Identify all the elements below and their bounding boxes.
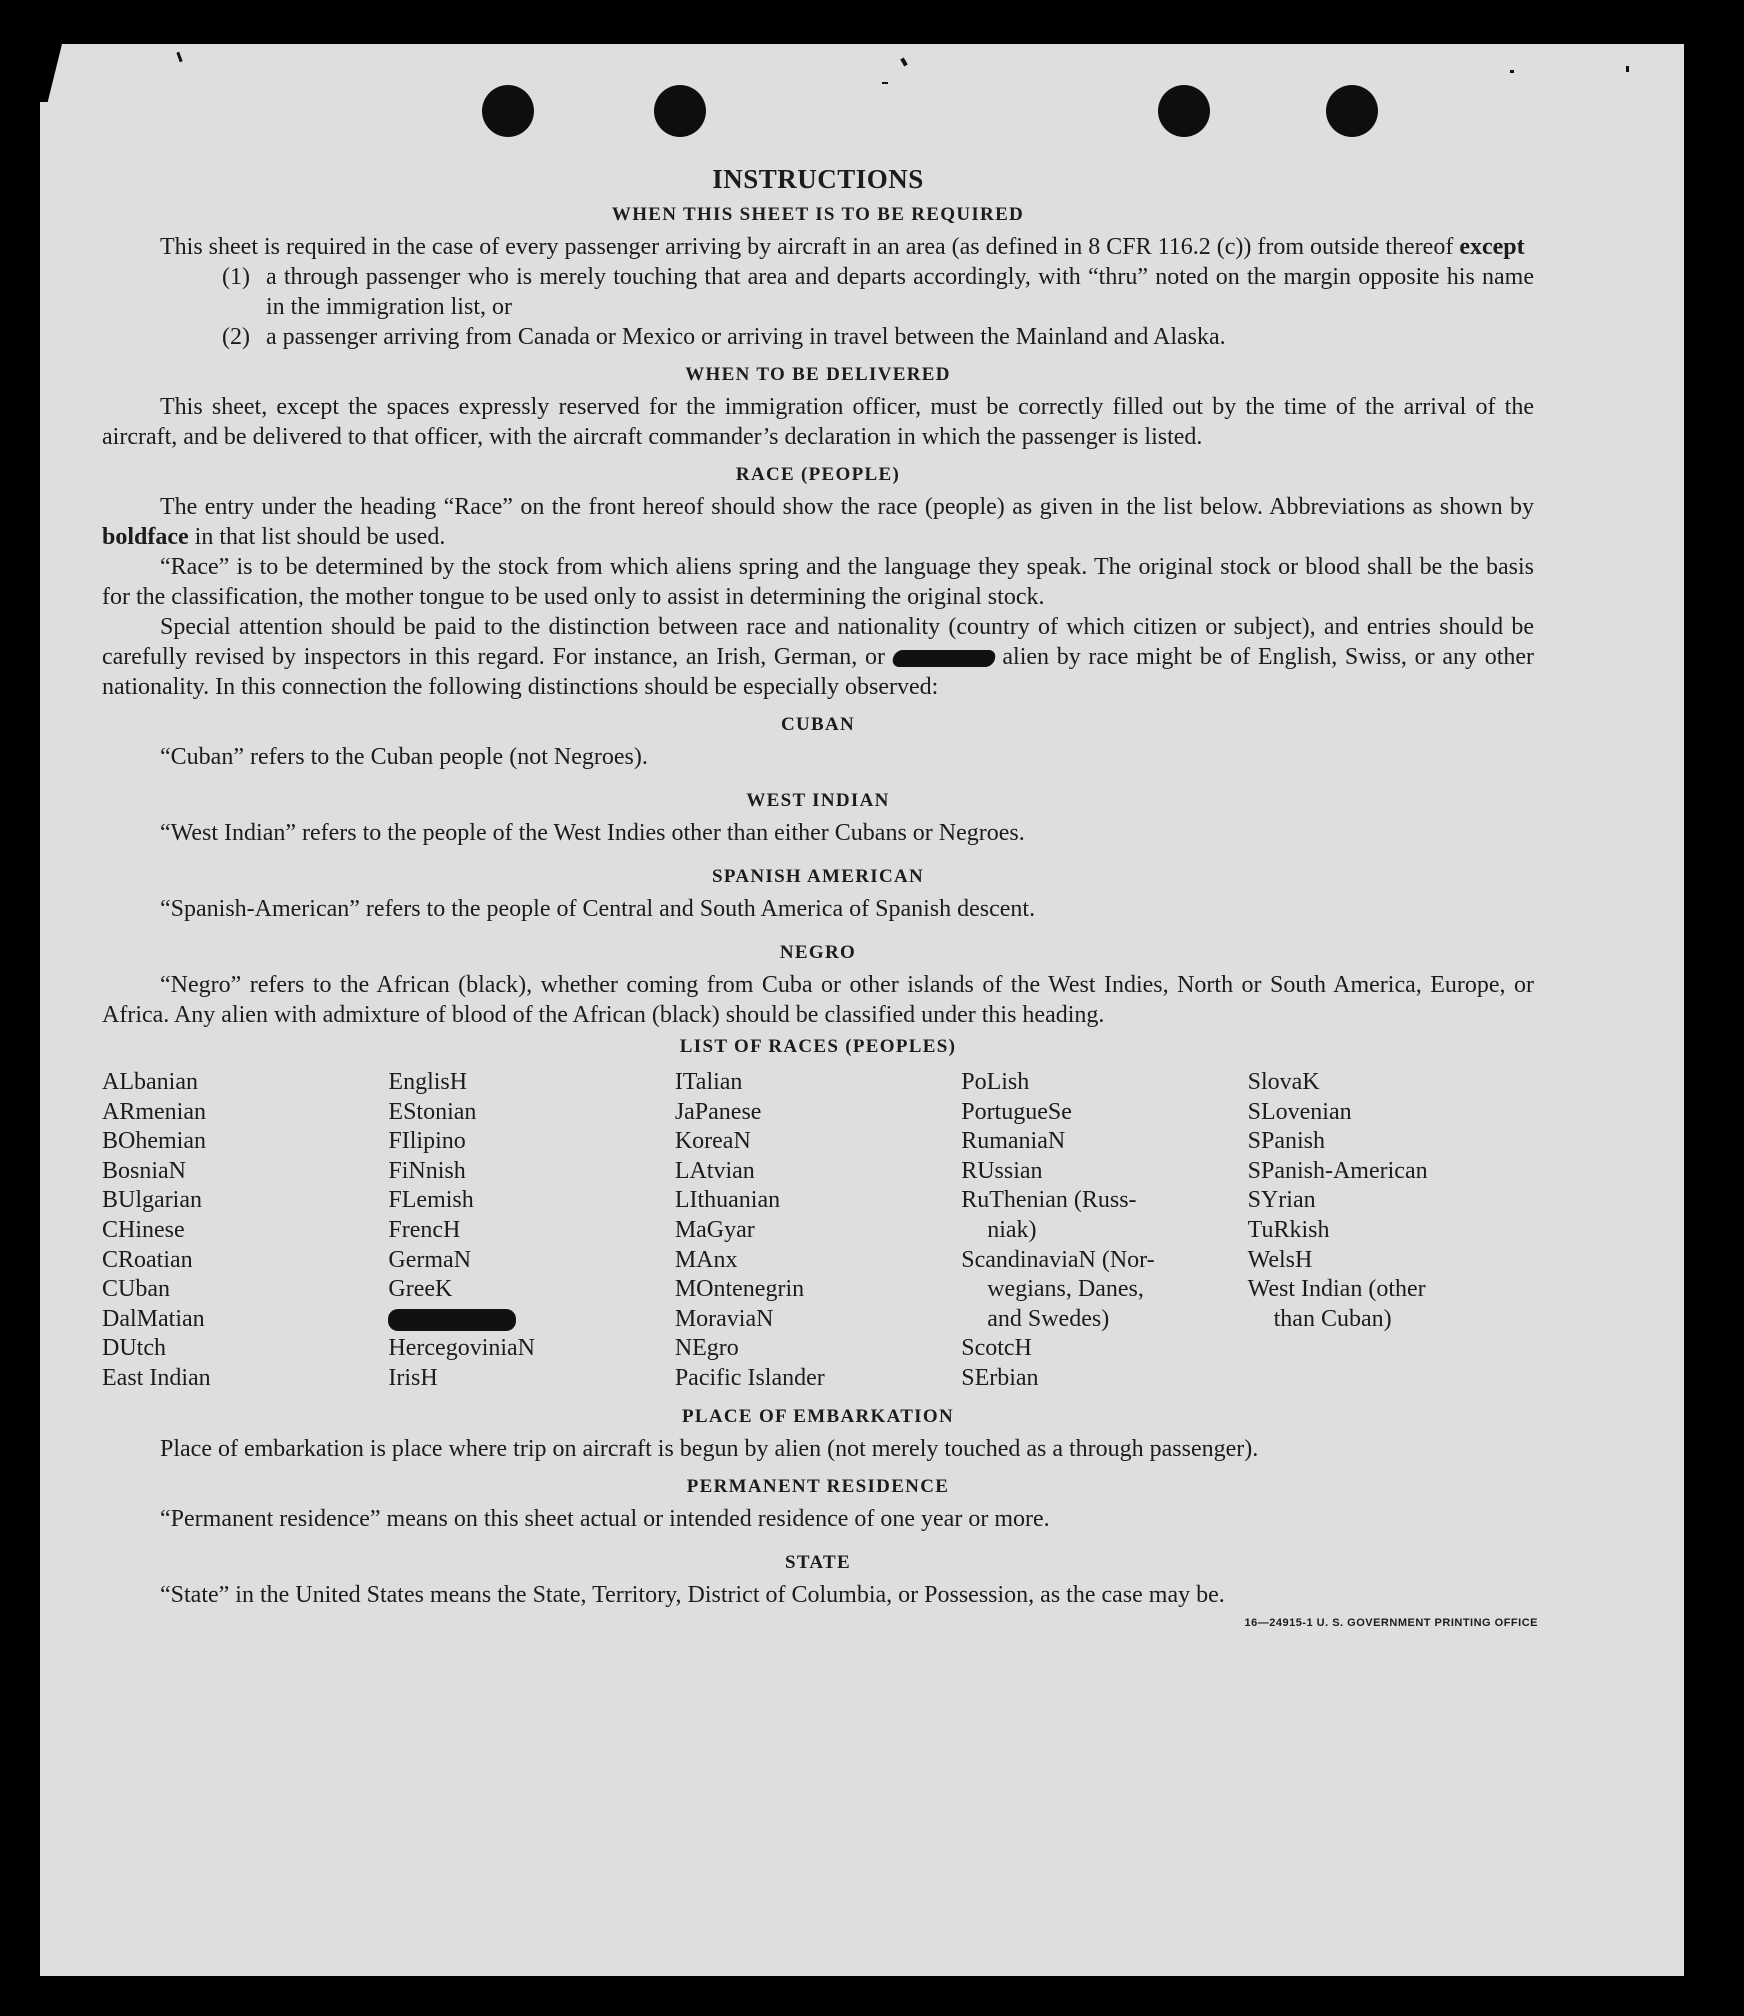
race-entry: MaGyar <box>674 1216 755 1243</box>
race-entry: CUban <box>102 1276 170 1303</box>
race-entry: LIthuanian <box>674 1187 781 1214</box>
race-entry-continuation: and Swedes) <box>987 1305 1110 1332</box>
race-entry: ITalian <box>674 1069 743 1095</box>
paragraph-when-delivered: This sheet, except the spaces expressly reserved for the immigration officer, must be correctly filled out by the time of the arrival of the aircraft, and be delivered to that officer, with the aircraft commander’s declaration in which the passenger is listed. <box>102 394 1534 450</box>
race-entry: RumaniaN <box>961 1128 1066 1155</box>
race-entry: NEgro <box>674 1335 739 1362</box>
speck <box>882 82 888 84</box>
paragraph-when-required <box>102 232 1534 262</box>
bold-text: boldface <box>102 524 189 550</box>
heading-west-indian: WEST INDIAN <box>746 790 890 811</box>
punch-hole <box>1158 85 1210 137</box>
race-entry: ScandinaviaN (Nor- <box>961 1246 1155 1273</box>
printing-office-imprint: 16—24915-1 U. S. GOVERNMENT PRINTING OFFICE <box>1244 1616 1538 1629</box>
race-entry: EnglisH <box>388 1069 468 1095</box>
race-entry: East Indian <box>102 1364 211 1391</box>
race-entry: TuRkish <box>1247 1216 1330 1243</box>
race-entry: BosniaN <box>102 1157 186 1184</box>
document-sheet <box>40 44 1684 1976</box>
race-entry: WelsH <box>1247 1246 1313 1273</box>
speck <box>176 52 182 62</box>
race-entry: GermaN <box>388 1246 472 1273</box>
race-entry: MOntenegrin <box>674 1276 805 1303</box>
speck <box>1510 70 1514 73</box>
bold-text: except <box>1459 234 1525 260</box>
state-footer-row <box>102 1580 1538 1629</box>
race-entry: ALbanian <box>102 1069 198 1095</box>
race-entry: IrisH <box>388 1364 438 1391</box>
torn-corner <box>40 44 62 102</box>
races-column-3 <box>675 1068 961 1394</box>
paragraph-west-indian: “West Indian” refers to the people of the West Indies other than either Cubans or Negroes. <box>160 820 1025 846</box>
race-entry: JaPanese <box>674 1098 762 1125</box>
paragraph-spanish-american: “Spanish-American” refers to the people of Central and South America of Spanish descent. <box>160 896 1036 922</box>
race-entry: West Indian (other <box>1247 1276 1426 1303</box>
heading-cuban: CUBAN <box>780 714 856 735</box>
speck <box>1626 66 1629 72</box>
race-entry: DUtch <box>102 1335 166 1362</box>
race-entry: SPanish-American <box>1247 1157 1428 1184</box>
paragraph-cuban: “Cuban” refers to the Cuban people (not Negroes). <box>160 744 648 770</box>
race-entry: ScotcH <box>961 1335 1032 1362</box>
race-entry-continuation: than Cuban) <box>1273 1305 1392 1332</box>
heading-embarkation: PLACE OF EMBARKATION <box>682 1405 954 1427</box>
redacted-race-entry <box>388 1305 674 1335</box>
race-entry: SlovaK <box>1247 1069 1320 1095</box>
race-entry: CHinese <box>102 1216 185 1243</box>
race-entry-continuation: wegians, Danes, <box>987 1276 1144 1303</box>
page-title: INSTRUCTIONS <box>712 164 924 194</box>
race-entry: LAtvian <box>674 1157 755 1184</box>
item-text: a passenger arriving from Canada or Mexico or arriving in travel between the Mainland and Alaska. <box>266 324 1226 350</box>
race-entry: PortugueSe <box>961 1098 1072 1125</box>
text: alien by race might be of English, Swiss, or any other nationality. In this connection the following distinctions should be especially observed: <box>102 644 1535 700</box>
punch-hole <box>654 85 706 137</box>
text: in that list should be used. <box>194 524 446 550</box>
races-column-4 <box>961 1068 1247 1394</box>
race-entry: PoLish <box>961 1069 1030 1095</box>
punch-hole <box>1326 85 1378 137</box>
race-entry: FIlipino <box>388 1128 466 1155</box>
paragraph-race-2: “Race” is to be determined by the stock from which aliens spring and the language they speak. The original stock or blood shall be the basis for the classification, the mother tongue to be used only to assist in determining the original stock. <box>102 554 1534 610</box>
race-entry: SErbian <box>961 1364 1039 1391</box>
punch-hole <box>482 85 534 137</box>
race-entry: ARmenian <box>102 1098 206 1125</box>
heading-when-required: WHEN THIS SHEET IS TO BE REQUIRED <box>611 204 1025 225</box>
race-entry: DalMatian <box>102 1305 205 1332</box>
heading-race: RACE (PEOPLE) <box>735 464 901 485</box>
races-list <box>102 1068 1534 1394</box>
race-entry: Pacific Islander <box>674 1364 825 1391</box>
heading-list-of-races: LIST OF RACES (PEOPLES) <box>679 1036 957 1057</box>
race-entry: RuThenian (Russ- <box>961 1187 1137 1214</box>
paragraph-permanent-residence: “Permanent residence” means on this sheet actual or intended residence of one year or more. <box>160 1505 1050 1532</box>
race-entry: SLovenian <box>1247 1098 1352 1125</box>
heading-when-delivered: WHEN TO BE DELIVERED <box>685 364 951 385</box>
text: Special attention should be paid to the distinction between race and nationality (country of which citizen or subject), and entries should be carefully revised by inspectors in this regard. For instance, an Irish, German, or <box>102 614 1534 670</box>
race-entry: SPanish <box>1247 1128 1325 1155</box>
race-entry: GreeK <box>388 1276 453 1303</box>
item-number: (2) <box>222 324 250 350</box>
paragraph-negro: “Negro” refers to the African (black), whether coming from Cuba or other islands of the West Indies, North or South America, Europe, or Africa. Any alien with admixture of blood of the African (black) should be classified under this heading. <box>102 972 1534 1028</box>
list-item <box>222 322 1534 352</box>
races-column-5 <box>1248 1068 1534 1394</box>
race-entry: KoreaN <box>674 1128 751 1155</box>
speck <box>900 58 907 67</box>
heading-negro: NEGRO <box>779 942 857 963</box>
race-entry: EStonian <box>388 1098 477 1125</box>
paragraph-race-1 <box>102 492 1534 552</box>
race-entry-continuation: niak) <box>987 1216 1037 1243</box>
race-entry: HercegoviniaN <box>388 1335 536 1362</box>
paragraph-embarkation: Place of embarkation is place where trip on aircraft is begun by alien (not merely touched as a through passenger). <box>160 1435 1259 1462</box>
item-number: (1) <box>222 264 250 290</box>
redaction-mark <box>388 1309 516 1331</box>
race-entry: RUssian <box>961 1157 1043 1184</box>
instructions-body <box>102 164 1538 1629</box>
paragraph-race-3 <box>102 612 1534 702</box>
race-entry: MoraviaN <box>674 1305 774 1332</box>
list-item <box>222 262 1534 322</box>
heading-state: STATE <box>785 1551 851 1573</box>
heading-permanent-residence: PERMANENT RESIDENCE <box>686 1475 950 1497</box>
race-entry: MAnx <box>674 1246 738 1273</box>
race-entry: FrencH <box>388 1216 461 1243</box>
heading-spanish-american: SPANISH AMERICAN <box>711 866 925 887</box>
item-text: a through passenger who is merely touching that area and departs accordingly, with “thru” noted on the margin opposite his name in the immigration list, or <box>266 264 1534 320</box>
race-entry: BUlgarian <box>102 1187 202 1214</box>
text: This sheet is required in the case of every passenger arriving by aircraft in an area (as defined in 8 CFR 116.2 (c)) from outside thereof <box>160 234 1454 260</box>
races-column-2 <box>388 1068 674 1394</box>
race-entry: CRoatian <box>102 1246 193 1273</box>
race-entry: BOhemian <box>102 1128 206 1155</box>
race-entry: FLemish <box>388 1187 474 1214</box>
race-entry: FiNnish <box>388 1157 466 1184</box>
text: The entry under the heading “Race” on the front hereof should show the race (people) as given in the list below. Abbreviations as shown by <box>160 494 1534 520</box>
race-entry: SYrian <box>1247 1187 1316 1214</box>
races-column-1 <box>102 1068 388 1394</box>
redaction-mark <box>891 650 997 667</box>
paragraph-state: “State” in the United States means the State, Territory, District of Columbia, or Possession, as the case may be. <box>160 1581 1225 1608</box>
